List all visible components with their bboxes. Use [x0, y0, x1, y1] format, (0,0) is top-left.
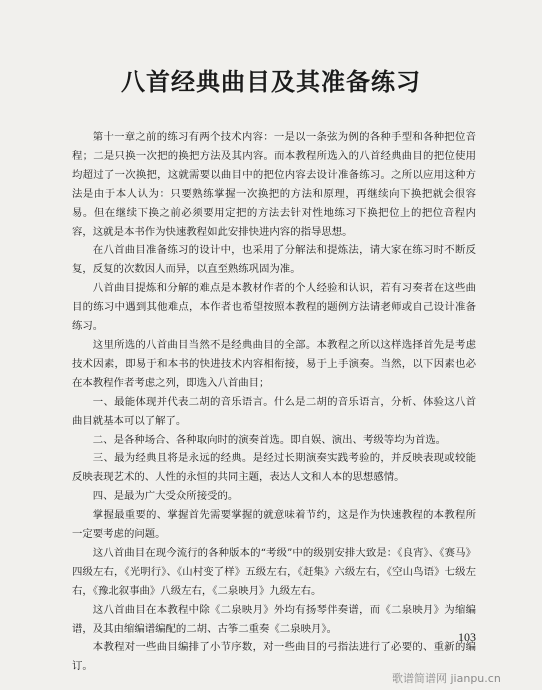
paragraph: 这八首曲目在现今流行的各种版本的“考级”中的级别安排大致是：《良宵》、《赛马》四级左右，《光明行》、《山村变了样》五级左右，《赶集》六级左右，《空山鸟语》七级左右，《豫北叙事曲》八级左右，《二泉映月》九级左右。 [72, 546, 476, 597]
paragraph: 第十一章之前的练习有两个技术内容：一是以一条弦为例的各种手型和各种把位音程；二是只换一次把的换把方法及其内容。而本教程所选入的八首经典曲目的把位使用均超过了一次换把，这就需要以曲目中的把位内容去设计准备练习。之所以应用这种方法是由于本人认为：只要熟练掌握一次换把的方法和原理，再继续向下换把就会很容易。但在继续下换之前必须要用定把的方法去针对性地练习下换把位上的把位音程内容，这就是本书作为快速教程如此安排快进内容的指导思想。 [72, 131, 476, 238]
paragraph: 八首曲目提炼和分解的难点是本教材作者的个人经验和认识，若有习奏者在这些曲目的练习中遇到其他难点，本作者也希望按照本教程的题例方法请老师或自己设计准备练习。 [72, 282, 476, 333]
site-watermark: 歌谱简谱网 jianpu.cn [392, 672, 501, 685]
paragraph: 本教程对一些曲目编排了小节序数，对一些曲目的弓指法进行了必要的、重新的编订。 [72, 641, 476, 673]
paragraph: 这八首曲目在本教程中除《二泉映月》外均有扬琴伴奏谱，而《二泉映月》为缩编谱，及其由缩编谱编配的二胡、古筝二重奏《二泉映月》。 [72, 603, 476, 635]
paragraph: 这里所选的八首曲目当然不是经典曲目的全部。本教程之所以这样选择首先是考虑技术因素，即易于和本书的快进技术内容相衔接，易于上手演奏。当然，以下因素也必在本教程作者考虑之列，即选入八首曲目； [72, 338, 476, 389]
paragraph: 三、最为经典且将是永远的经典。是经过长期演奏实践考验的，并反映表现或较能反映表现艺术的、人性的永恒的共同主题，表达人文和人本的思想感情。 [72, 452, 476, 484]
page-title: 八首经典曲目及其准备练习 [121, 67, 421, 96]
paragraph: 二、是各种场合、各种取向时的演奏首选。即自娱、演出、考级等均为首选。 [92, 433, 447, 446]
page-number: 103 [458, 630, 476, 644]
paragraph: 在八首曲目准备练习的设计中，也采用了分解法和提炼法，请大家在练习时不断反复，反复的次数因人而异，以直至熟练巩固为准。 [72, 244, 476, 276]
paragraph: 掌握最重要的、掌握首先需要掌握的就意味着节约，这是作为快速教程的本教程所一定要考虑的问题。 [72, 509, 476, 541]
paragraph: 一、最能体现并代表二胡的音乐语言。什么是二胡的音乐语言，分析、体验这八首曲目就基本可以了解了。 [72, 395, 476, 427]
paragraph: 四、是最为广大受众所接受的。 [92, 490, 239, 503]
body-text [72, 128, 476, 676]
